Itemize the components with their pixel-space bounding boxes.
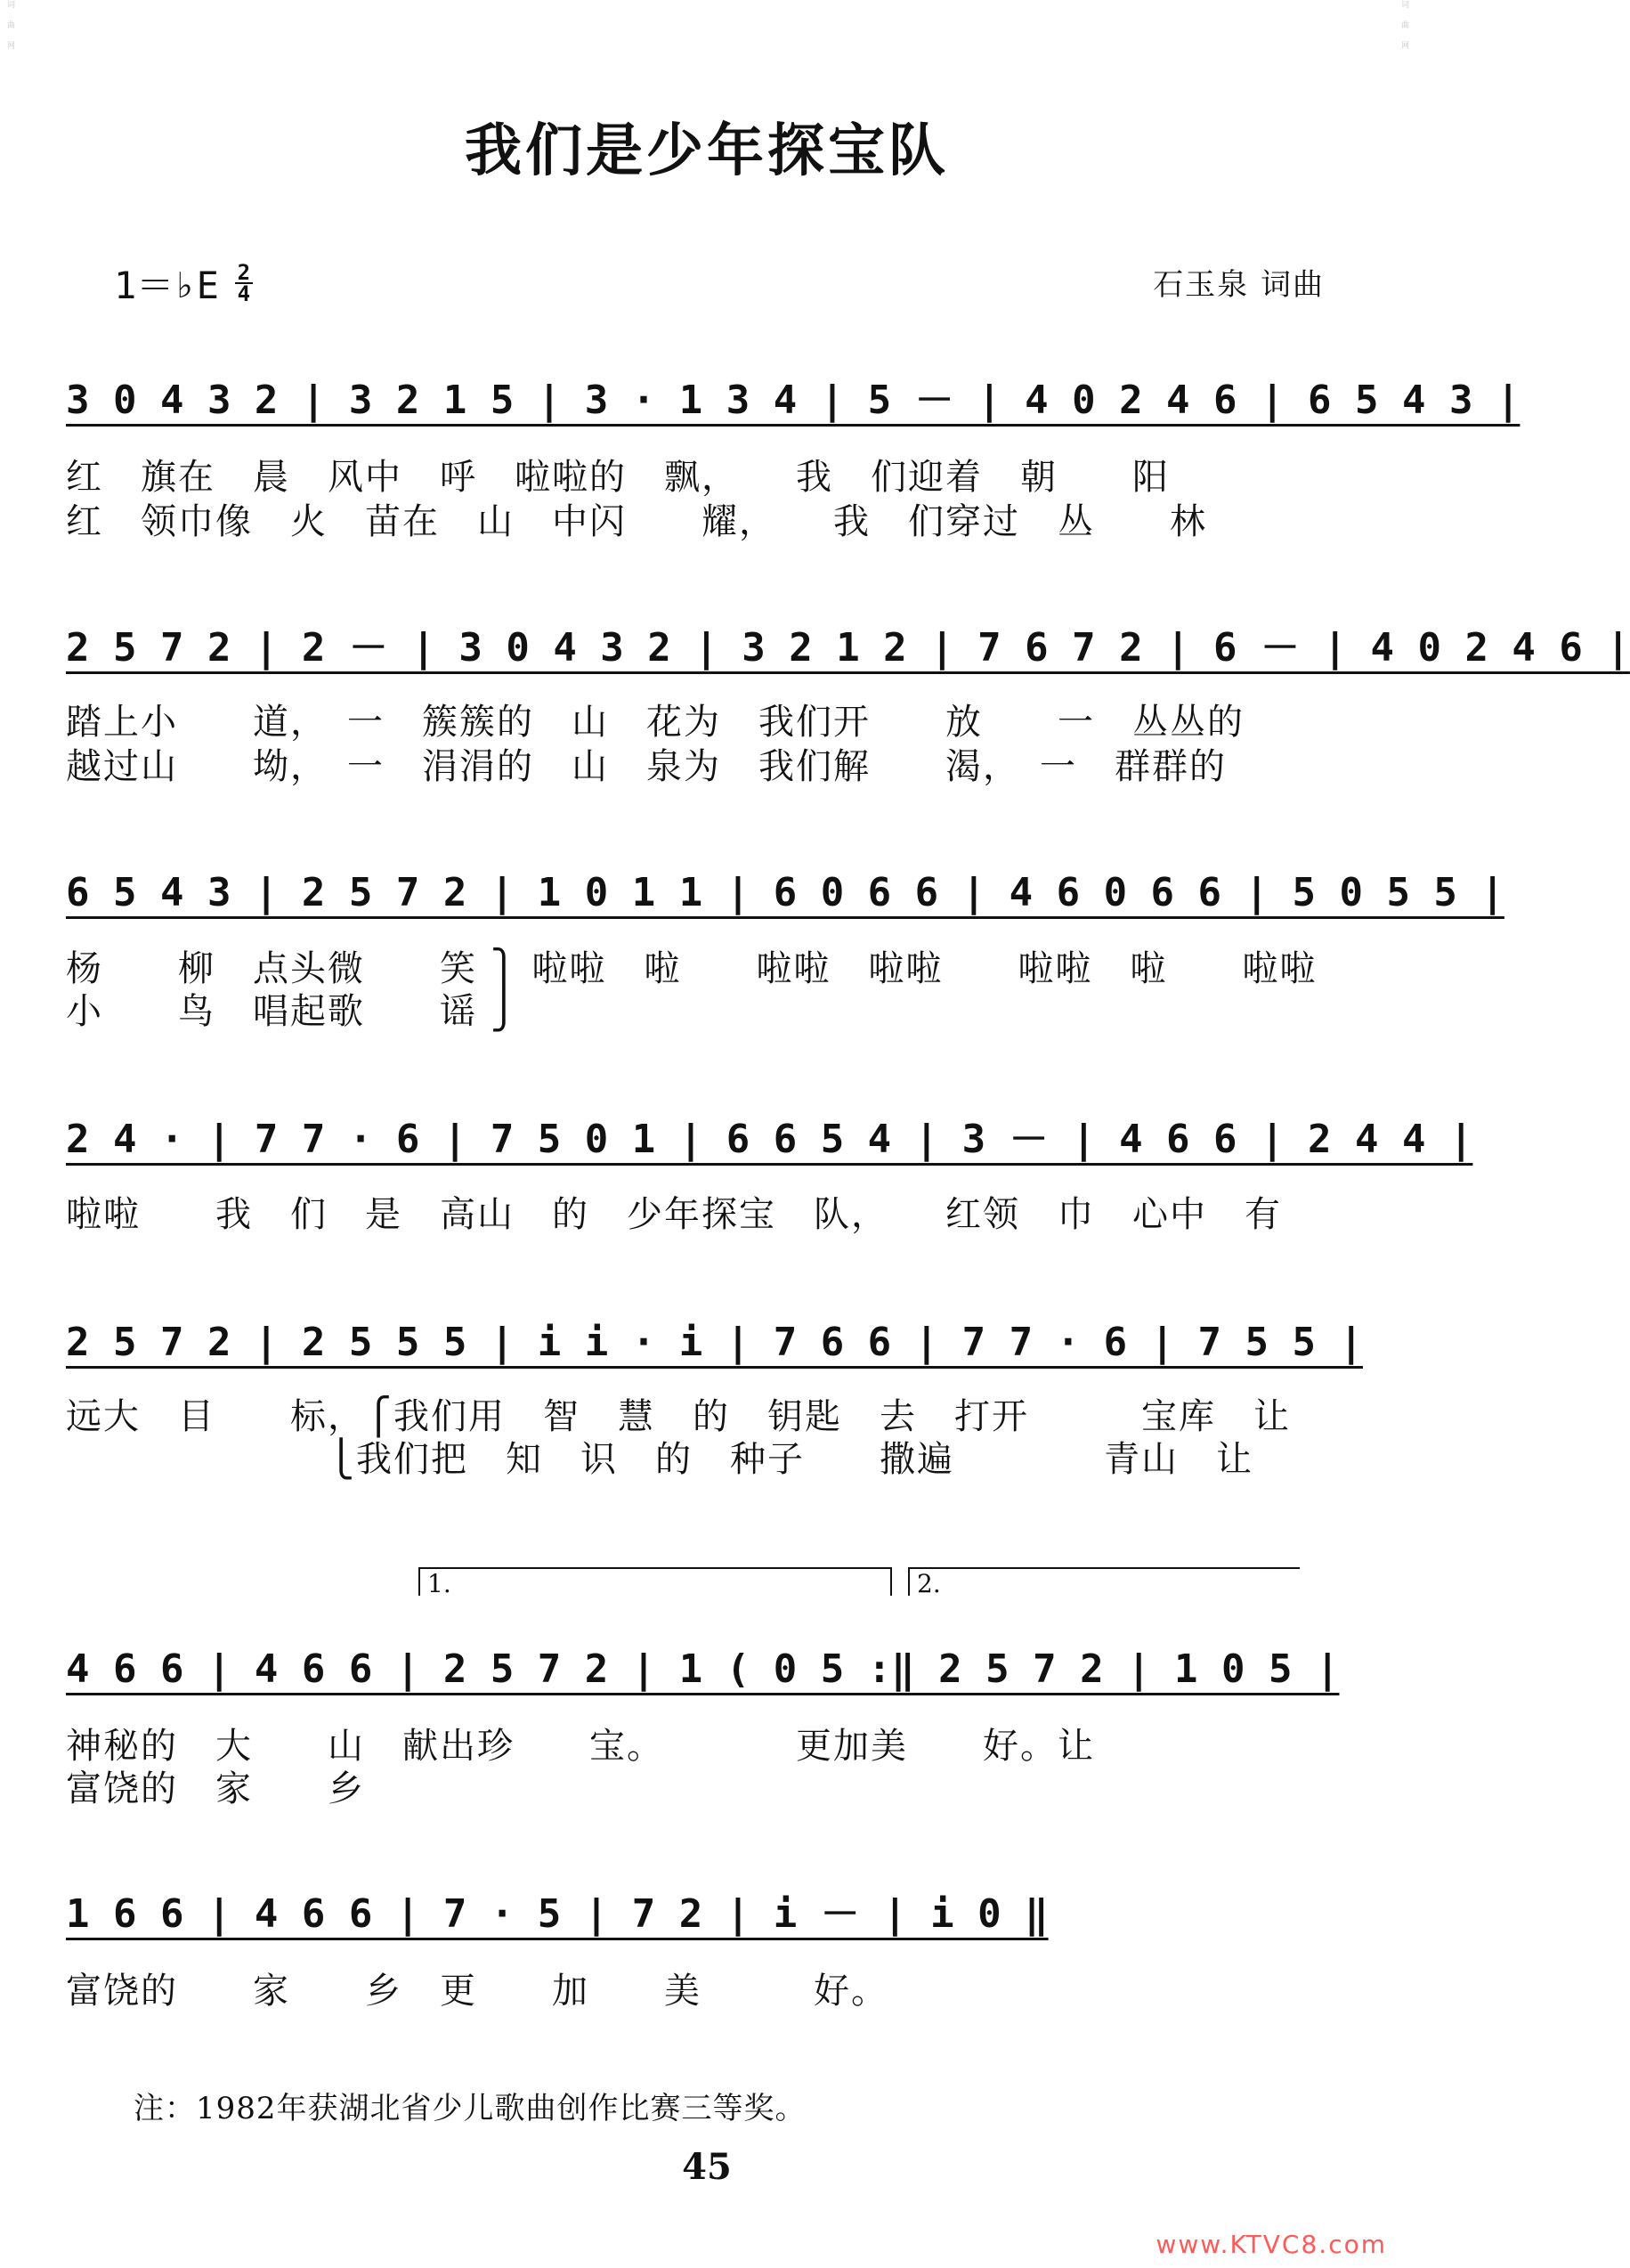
lyric-line-1a: 红 旗在 晨 风中 呼 啦啦的 飘， 我 们迎着 朝 阳: [66, 457, 1170, 498]
composer-credit: 石玉泉 词曲: [1153, 267, 1325, 303]
page-number: 45: [682, 2146, 732, 2188]
lyric-line-1b: 红 领巾像 火 苗在 山 中闪 耀， 我 们穿过 丛 林: [66, 501, 1207, 542]
site-watermark: www.KTVC8.com: [1156, 2230, 1387, 2259]
first-ending-bracket: 1.: [418, 1567, 892, 1596]
key-time-signature: [114, 256, 253, 310]
lyric-line-6b: 富饶的 家 乡: [66, 1768, 365, 1809]
key-signature: 1＝♭E: [114, 264, 219, 307]
notation-line-4: 2 4 · | 7 7 · 6 | 7 5 0 1 | 6 6 5 4 | 3 － | 4 6 6 | 2 4 4 |: [66, 1117, 1473, 1162]
time-signature: [235, 260, 253, 306]
lyric-line-2a: 踏上小 道， 一 簇簇的 山 花为 我们开 放 一 丛丛的: [66, 702, 1245, 743]
notation-line-6: 4 6 6 | 4 6 6 | 2 5 7 2 | 1 ( 0 5 :‖ 2 5 7 2 | 1 0 5 |: [66, 1646, 1340, 1692]
footnote: 注：1982年获湖北省少儿歌曲创作比赛三等奖。: [134, 2091, 807, 2126]
lyric-line-7a: 富饶的 家 乡 更 加 美 好。: [66, 1971, 888, 2012]
lyric-line-6a: 神秘的 大 山 献出珍 宝。 更加美 好。让: [66, 1726, 1095, 1767]
lyric-line-4a: 啦啦 我 们 是 高山 的 少年探宝 队， 红领 巾 心中 有: [66, 1194, 1282, 1235]
lyric-line-3a: 杨 柳 点头微 笑 ⎫ 啦啦 啦 啦啦 啦啦 啦啦 啦 啦啦: [66, 948, 1318, 989]
time-numerator: 2: [237, 260, 251, 285]
notation-line-1: 3 0 4 3 2 | 3 2 1 5 | 3 · 1 3 4 | 5 － | 4 0 2 4 6 | 6 5 4 3 |: [66, 378, 1521, 423]
lyric-line-5a: 远大 目 标，⎧我们用 智 慧 的 钥匙 去 打开 宝库 让: [66, 1396, 1291, 1437]
second-ending-bracket: 2.: [908, 1567, 1300, 1596]
left-margin-strip: 词曲网: [5, 0, 14, 61]
lyric-line-5b: ⎩我们把 知 识 的 种子 撒遍 青山 让: [66, 1439, 1253, 1480]
notation-line-5: 2 5 7 2 | 2 5 5 5 | i i · i | 7 6 6 | 7 7 · 6 | 7 5 5 |: [66, 1320, 1363, 1365]
time-denominator: 4: [237, 281, 251, 306]
lyric-line-2b: 越过山 坳， 一 涓涓的 山 泉为 我们解 渴， 一 群群的: [66, 746, 1227, 787]
song-title: 我们是少年探宝队: [465, 118, 949, 184]
right-margin-strip: 词曲网: [1399, 0, 1408, 61]
lyric-line-3b: 小 鸟 唱起歌 谣 ⎭: [66, 991, 519, 1032]
notation-line-7: 1 6 6 | 4 6 6 | 7 · 5 | 7 2 | i － | i 0 ‖: [66, 1891, 1049, 1937]
notation-line-2: 2 5 7 2 | 2 － | 3 0 4 3 2 | 3 2 1 2 | 7 6 7 2 | 6 － | 4 0 2 4 6 |: [66, 625, 1630, 671]
notation-line-3: 6 5 4 3 | 2 5 7 2 | 1 0 1 1 | 6 0 6 6 | 4 6 0 6 6 | 5 0 5 5 |: [66, 870, 1504, 915]
